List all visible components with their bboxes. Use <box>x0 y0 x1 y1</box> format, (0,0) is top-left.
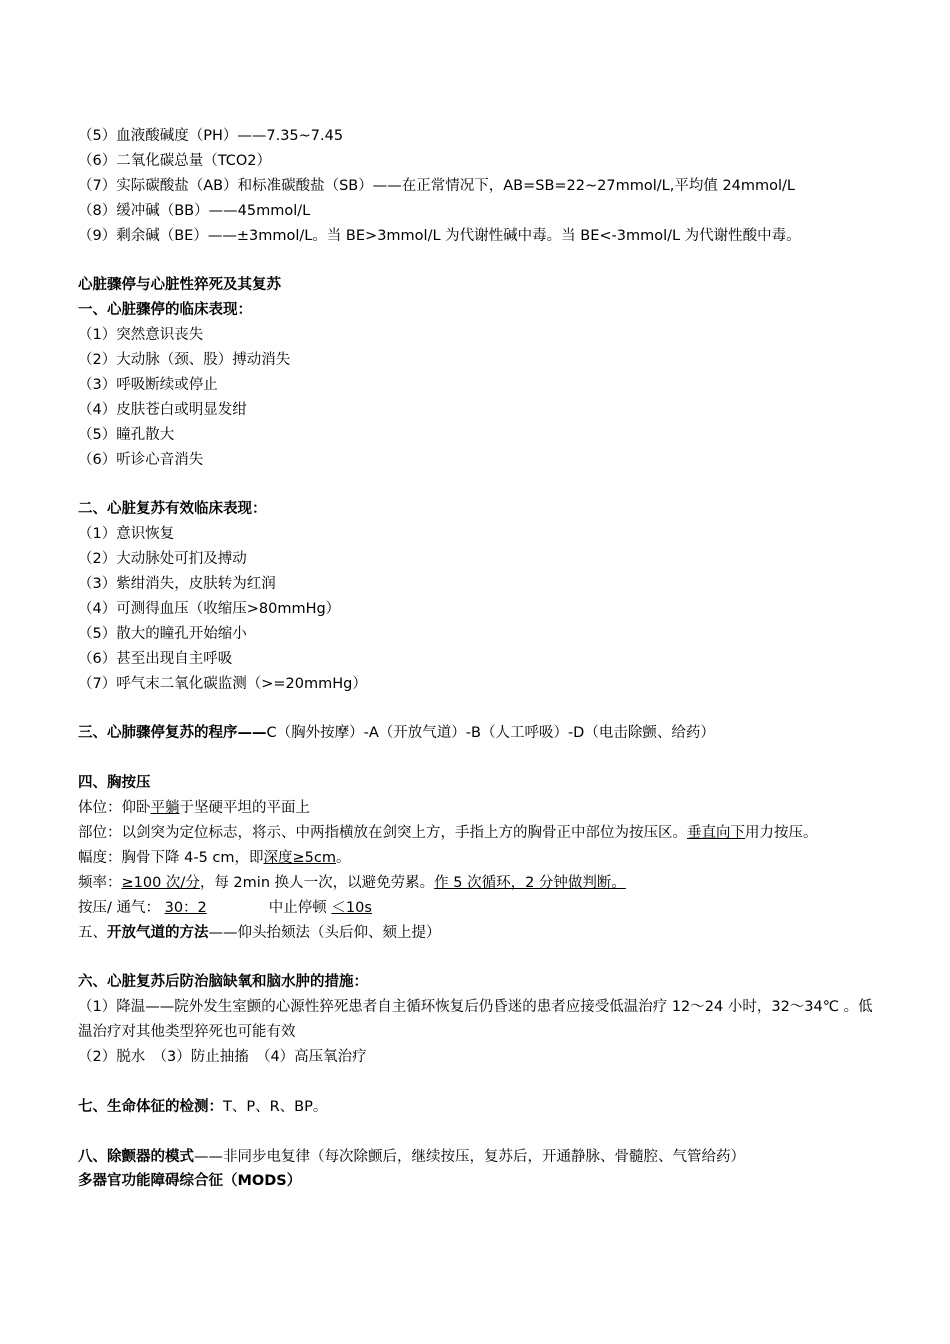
cooling-paragraph: （1）降温——院外发生室颤的心源性猝死患者自主循环恢复后仍昏迷的患者应接受低温治疗 12～24 小时，32～34℃ 。低温治疗对其他类型猝死也可能有效 <box>78 999 873 1041</box>
mods-heading: 多器官功能障碍综合征（MODS） <box>78 1173 302 1190</box>
list-item: （6）甚至出现自主呼吸 <box>78 650 233 667</box>
ratio-line: 按压/ 通气： 30：2 中止停顿 ＜10s <box>78 899 372 916</box>
spacer <box>78 472 878 497</box>
location-paragraph: 部位：以剑突为定位标志，将示、中两指横放在剑突上方，手指上方的胸骨正中部位为按压区。垂直向下用力按压。 <box>78 824 818 841</box>
acid-base-line-8: （8）缓冲碱（BB）——45mmol/L <box>78 202 311 219</box>
list-item: （6）听诊心音消失 <box>78 451 204 468</box>
spacer <box>78 945 878 970</box>
list-item: （5）瞳孔散大 <box>78 426 175 443</box>
acid-base-line-7: （7）实际碳酸盐（AB）和标准碳酸盐（SB）——在正常情况下，AB=SB=22~27mmol/L,平均值 24mmol/L <box>78 177 796 194</box>
section-4-heading: 四、胸按压 <box>78 775 151 792</box>
main-heading: 心脏骤停与心脏性猝死及其复苏 <box>78 277 281 294</box>
acid-base-line-5: （5）血液酸碱度（PH）——7.35~7.45 <box>78 128 344 144</box>
list-item: （4）可测得血压（收缩压>80mmHg） <box>78 600 341 617</box>
list-item: （2）大动脉处可扪及搏动 <box>78 551 247 568</box>
list-item: （5）散大的瞳孔开始缩小 <box>78 625 247 642</box>
section-6-heading: 六、心脏复苏后防治脑缺氧和脑水肿的措施： <box>78 974 368 991</box>
list-item: （3）紫绀消失，皮肤转为红润 <box>78 576 276 593</box>
list-item: （1）突然意识丧失 <box>78 327 204 344</box>
list-item: （2）脱水 （3）防止抽搐 （4）高压氧治疗 <box>78 1049 367 1065</box>
section-2-heading: 二、心脏复苏有效临床表现： <box>78 501 267 518</box>
spacer <box>78 1120 878 1145</box>
spacer <box>78 746 878 771</box>
rate-line: 频率：≥100 次/分，每 2min 换人一次，以避免劳累。作 5 次循环，2 分钟做判断。 <box>78 874 626 891</box>
section-3-line: 三、心肺骤停复苏的程序——C（胸外按摩）-A（开放气道）-B（人工呼吸）-D（电击除颤、给药） <box>78 725 715 742</box>
section-8-line: 八、除颤器的模式——非同步电复律（每次除颤后，继续按压，复苏后，开通静脉、骨髓腔、气管给药） <box>78 1148 745 1165</box>
acid-base-line-6: （6）二氧化碳总量（TCO2） <box>78 152 271 169</box>
list-item: （1）意识恢复 <box>78 526 175 543</box>
list-item: （7）呼气末二氧化碳监测（>=20mmHg） <box>78 675 367 692</box>
section-7-line: 七、生命体征的检测：T、P、R、BP。 <box>78 1098 328 1115</box>
spacer <box>78 696 878 721</box>
position-line: 体位：仰卧平躺于坚硬平坦的平面上 <box>78 800 310 817</box>
depth-line: 幅度：胸骨下降 4-5 cm，即深度≥5cm。 <box>78 849 351 866</box>
acid-base-line-9: （9）剩余碱（BE）——±3mmol/L。当 BE>3mmol/L 为代谢性碱中毒。当 BE<-3mmol/L 为代谢性酸中毒。 <box>78 227 801 244</box>
spacer <box>78 1070 878 1095</box>
document-body <box>78 124 878 1194</box>
list-item: （2）大动脉（颈、股）搏动消失 <box>78 352 291 369</box>
section-1-heading: 一、心脏骤停的临床表现： <box>78 302 252 319</box>
spacer <box>78 248 878 273</box>
list-item: （4）皮肤苍白或明显发绀 <box>78 401 247 418</box>
list-item: （3）呼吸断续或停止 <box>78 376 218 393</box>
section-5-line: 五、开放气道的方法——仰头抬颏法（头后仰、颏上提） <box>78 924 441 941</box>
